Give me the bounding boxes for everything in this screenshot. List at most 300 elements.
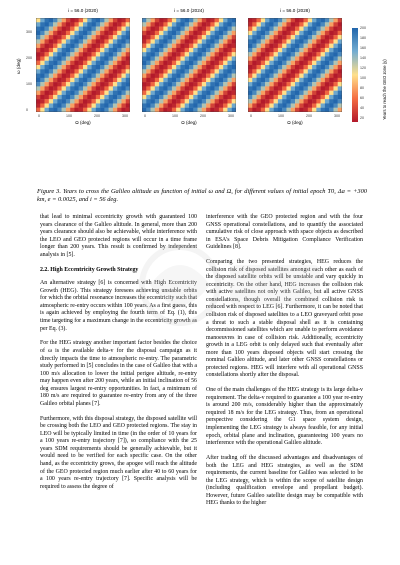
heatmap-cell: [146, 22, 150, 26]
heatmap-cell: [74, 52, 78, 56]
heatmap-cell: [92, 86, 96, 90]
heatmap-cell: [83, 65, 87, 69]
x-tick-label: 100: [278, 114, 284, 118]
heatmap-cell: [79, 103, 83, 107]
heatmap-cell: [338, 99, 342, 103]
heatmap-cell: [261, 78, 265, 82]
heatmap-cell: [338, 44, 342, 48]
heatmap-cell: [40, 44, 44, 48]
heatmap-cell: [325, 82, 329, 86]
heatmap-cell: [87, 48, 91, 52]
heatmap-cell: [70, 18, 74, 22]
heatmap-cell: [316, 74, 320, 78]
heatmap-cell: [79, 91, 83, 95]
heatmap-cell: [215, 61, 219, 65]
heatmap-cell: [206, 108, 210, 112]
heatmap-cell: [299, 69, 303, 73]
heatmap-cell: [210, 44, 214, 48]
heatmap-cell: [185, 103, 189, 107]
heatmap-cell: [329, 27, 333, 31]
heatmap-cell: [96, 22, 100, 26]
heatmap-cell: [36, 18, 40, 22]
heatmap-cell: [45, 52, 49, 56]
heatmap-cell: [308, 48, 312, 52]
paragraph: For the HEG strategy another important factor besides the choice of ω is the available delta-v for the disposal campaign as it directly impacts the time to atmospheric re-entry. The parametric study performed in [5] concludes in the case of Galileo that with a 100 m/s allocation to lower the initial perigee altitude, re-entry may happen even after 200 years, while an initial inclination of 56 deg ensures largest re-entry opportunities. In fact, a minimum of 180 m/s are required to guarantee re-entry from any of the three Galileo orbital planes [7].: [40, 340, 197, 407]
heatmap-cell: [126, 39, 130, 43]
heatmap-cell: [104, 82, 108, 86]
heatmap-cell: [232, 61, 236, 65]
heatmap-cell: [163, 78, 167, 82]
heatmap-cell: [206, 22, 210, 26]
heatmap-cell: [62, 27, 66, 31]
heatmap-cell: [304, 78, 308, 82]
heatmap-cell: [168, 108, 172, 112]
heatmap-cell: [163, 39, 167, 43]
heatmap-cell: [57, 108, 61, 112]
heatmap-cell: [329, 56, 333, 60]
heatmap-cell: [49, 39, 53, 43]
heatmap-cell: [49, 27, 53, 31]
heatmap-cell: [274, 74, 278, 78]
heatmap-cell: [172, 99, 176, 103]
heatmap-cell: [248, 103, 252, 107]
heatmap-cell: [83, 99, 87, 103]
heatmap-cell: [278, 48, 282, 52]
heatmap-cell: [87, 86, 91, 90]
heatmap-cell: [232, 56, 236, 60]
heatmap-cell: [104, 86, 108, 90]
heatmap-cell: [338, 82, 342, 86]
heatmap-cell: [265, 86, 269, 90]
heatmap-cell: [151, 99, 155, 103]
heatmap-cell: [146, 65, 150, 69]
heatmap-cell: [87, 82, 91, 86]
heatmap-cell: [40, 52, 44, 56]
heatmap-cell: [219, 78, 223, 82]
heatmap-cell: [295, 48, 299, 52]
heatmap-cell: [142, 95, 146, 99]
heatmap-cell: [274, 65, 278, 69]
heatmap-cell: [121, 48, 125, 52]
heatmap-cell: [74, 27, 78, 31]
heatmap-cell: [299, 103, 303, 107]
heatmap-cell: [227, 78, 231, 82]
heatmap-cell: [321, 39, 325, 43]
heatmap-cell: [74, 95, 78, 99]
heatmap-cell: [282, 48, 286, 52]
paragraph: that lead to minimal eccentricity growth with guaranteed 100 years clearance of the Galileo altitude. In general, more than 200 years clearance should also be achievable, while interference with the LEO and GEO protected regions will occur in a time frame longer than 200 years. This result is confirmed by independent analysis in [5].: [40, 214, 197, 258]
heatmap-cell: [295, 108, 299, 112]
heatmap-cell: [121, 69, 125, 73]
heatmap-cell: [57, 78, 61, 82]
heatmap-cell: [109, 99, 113, 103]
heatmap-cell: [45, 91, 49, 95]
heatmap-cell: [57, 103, 61, 107]
heatmap-cell: [210, 31, 214, 35]
heatmap-cell: [180, 61, 184, 65]
heatmap-cell: [62, 91, 66, 95]
heatmap-cell: [96, 86, 100, 90]
heatmap-cell: [198, 18, 202, 22]
heatmap-cell: [248, 39, 252, 43]
heatmap-cell: [109, 61, 113, 65]
heatmap-cell: [113, 99, 117, 103]
x-tick-label: 200: [306, 114, 312, 118]
x-tick-label: 300: [122, 114, 128, 118]
heatmap-cell: [92, 99, 96, 103]
heatmap-cell: [333, 108, 337, 112]
heatmap-cell: [57, 95, 61, 99]
heatmap-cell: [126, 82, 130, 86]
heatmap-cell: [232, 99, 236, 103]
heatmap-cell: [172, 22, 176, 26]
heatmap-cell: [193, 82, 197, 86]
heatmap-cell: [304, 22, 308, 26]
heatmap-cell: [117, 22, 121, 26]
heatmap-cell: [176, 86, 180, 90]
heatmap-cell: [189, 22, 193, 26]
heatmap-cell: [185, 91, 189, 95]
heatmap-cell: [291, 103, 295, 107]
heatmap-cell: [274, 18, 278, 22]
heatmap-cell: [100, 99, 104, 103]
y-tick-label: 0: [26, 108, 28, 112]
heatmap-cell: [176, 65, 180, 69]
heatmap-cell: [92, 103, 96, 107]
heatmap-cell: [45, 61, 49, 65]
heatmap-cell: [79, 31, 83, 35]
heatmap-cell: [219, 27, 223, 31]
heatmap-cell: [189, 27, 193, 31]
heatmap-cell: [252, 91, 256, 95]
heatmap-cell: [45, 44, 49, 48]
heatmap-cell: [155, 86, 159, 90]
heatmap-cell: [274, 48, 278, 52]
heatmap-cell: [146, 82, 150, 86]
heatmap-cell: [219, 35, 223, 39]
heatmap-cell: [53, 74, 57, 78]
heatmap-cell: [66, 27, 70, 31]
heatmap-cell: [185, 95, 189, 99]
heatmap-cell: [227, 22, 231, 26]
heatmap-cell: [117, 18, 121, 22]
heatmap-cell: [282, 35, 286, 39]
heatmap-cell: [79, 22, 83, 26]
heatmap-cell: [269, 52, 273, 56]
heatmap-cell: [248, 86, 252, 90]
colorbar-tick-label: 180: [360, 36, 366, 40]
heatmap-cell: [223, 22, 227, 26]
heatmap-cell: [338, 91, 342, 95]
heatmap-cell: [312, 69, 316, 73]
heatmap-cell: [206, 44, 210, 48]
heatmap-cell: [316, 39, 320, 43]
heatmap-cell: [278, 78, 282, 82]
heatmap-cell: [100, 31, 104, 35]
heatmap-cell: [219, 74, 223, 78]
heatmap-cell: [282, 44, 286, 48]
heatmap-cell: [210, 65, 214, 69]
heatmap-cell: [202, 48, 206, 52]
heatmap-cell: [83, 74, 87, 78]
heatmap-cell: [87, 95, 91, 99]
heatmap-cell: [215, 48, 219, 52]
heatmap-cell: [142, 44, 146, 48]
heatmap-cell: [274, 31, 278, 35]
heatmap-cell: [36, 65, 40, 69]
heatmap-cell: [321, 103, 325, 107]
heatmap-cell: [219, 48, 223, 52]
heatmap-cell: [180, 18, 184, 22]
heatmap-cell: [219, 82, 223, 86]
heatmap-cell: [49, 18, 53, 22]
heatmap-cell: [57, 31, 61, 35]
heatmap-cell: [321, 44, 325, 48]
heatmap-cell: [74, 82, 78, 86]
heatmap-cell: [227, 103, 231, 107]
heatmap-cell: [36, 22, 40, 26]
heatmap-cell: [312, 95, 316, 99]
heatmap-cell: [36, 82, 40, 86]
heatmap-cell: [215, 103, 219, 107]
heatmap-cell: [189, 69, 193, 73]
heatmap-cell: [291, 95, 295, 99]
heatmap-cell: [316, 35, 320, 39]
heatmap-cell: [53, 65, 57, 69]
heatmap-cell: [189, 31, 193, 35]
heatmap-cell: [121, 39, 125, 43]
colorbar-tick-label: 160: [360, 46, 366, 50]
heatmap-cell: [286, 52, 290, 56]
heatmap-cell: [87, 74, 91, 78]
heatmap-cell: [261, 31, 265, 35]
heatmap-cell: [291, 31, 295, 35]
heatmap-cell: [53, 31, 57, 35]
heatmap-cell: [308, 31, 312, 35]
heatmap-cell: [176, 48, 180, 52]
heatmap-cell: [269, 82, 273, 86]
heatmap-cell: [325, 22, 329, 26]
heatmap-cell: [126, 69, 130, 73]
heatmap-cell: [104, 22, 108, 26]
heatmap-cell: [223, 86, 227, 90]
heatmap-panel: [142, 18, 236, 112]
heatmap-cell: [210, 18, 214, 22]
heatmap-cell: [92, 56, 96, 60]
heatmap-cell: [159, 52, 163, 56]
heatmap-cell: [316, 95, 320, 99]
heatmap-cell: [295, 31, 299, 35]
heatmap-cell: [151, 61, 155, 65]
heatmap-cell: [252, 61, 256, 65]
heatmap-cell: [202, 27, 206, 31]
heatmap-cell: [40, 22, 44, 26]
heatmap-cell: [193, 65, 197, 69]
heatmap-cell: [278, 61, 282, 65]
heatmap-cell: [219, 44, 223, 48]
heatmap-cell: [70, 65, 74, 69]
heatmap-cell: [62, 108, 66, 112]
heatmap-cell: [274, 69, 278, 73]
heatmap-cell: [104, 78, 108, 82]
heatmap-cell: [198, 39, 202, 43]
heatmap-cell: [49, 74, 53, 78]
heatmap-cell: [142, 31, 146, 35]
heatmap-cell: [155, 95, 159, 99]
heatmap-cell: [189, 44, 193, 48]
heatmap-cell: [286, 22, 290, 26]
heatmap-cell: [172, 31, 176, 35]
heatmap-cell: [87, 91, 91, 95]
heatmap-cell: [215, 108, 219, 112]
heatmap-cell: [168, 39, 172, 43]
heatmap-cell: [282, 22, 286, 26]
heatmap-cell: [104, 108, 108, 112]
heatmap-cell: [316, 56, 320, 60]
heatmap-cell: [87, 39, 91, 43]
heatmap-cell: [252, 35, 256, 39]
heatmap-cell: [62, 74, 66, 78]
heatmap-cell: [295, 82, 299, 86]
heatmap-cell: [40, 31, 44, 35]
heatmap-cell: [163, 22, 167, 26]
heatmap-cell: [189, 35, 193, 39]
heatmap-cell: [257, 69, 261, 73]
heatmap-cell: [159, 69, 163, 73]
heatmap-cell: [79, 74, 83, 78]
heatmap-cell: [53, 18, 57, 22]
heatmap-cell: [316, 52, 320, 56]
heatmap-cell: [155, 65, 159, 69]
heatmap-cell: [252, 65, 256, 69]
heatmap-cell: [62, 82, 66, 86]
heatmap-cell: [291, 52, 295, 56]
colorbar-tick-label: 100: [360, 76, 366, 80]
heatmap-cell: [109, 78, 113, 82]
heatmap-cell: [163, 99, 167, 103]
heatmap-cell: [189, 91, 193, 95]
heatmap-cell: [168, 56, 172, 60]
heatmap-cell: [202, 95, 206, 99]
heatmap-cell: [286, 48, 290, 52]
heatmap-cell: [180, 31, 184, 35]
heatmap-cell: [299, 52, 303, 56]
heatmap-cell: [159, 91, 163, 95]
heatmap-cell: [168, 35, 172, 39]
heatmap-cell: [333, 52, 337, 56]
heatmap-cell: [121, 18, 125, 22]
heatmap-cell: [248, 18, 252, 22]
heatmap-cell: [113, 91, 117, 95]
heatmap-cell: [96, 99, 100, 103]
heatmap-cell: [185, 61, 189, 65]
heatmap-cell: [282, 99, 286, 103]
heatmap-cell: [87, 103, 91, 107]
heatmap-cell: [96, 56, 100, 60]
heatmap-cell: [74, 74, 78, 78]
heatmap-cell: [53, 35, 57, 39]
heatmap-cell: [248, 44, 252, 48]
heatmap-cell: [79, 78, 83, 82]
heatmap-cell: [210, 91, 214, 95]
heatmap-cell: [312, 61, 316, 65]
heatmap-cell: [49, 78, 53, 82]
heatmap-cell: [83, 86, 87, 90]
heatmap-cell: [189, 78, 193, 82]
heatmap-cell: [227, 35, 231, 39]
heatmap-cell: [321, 74, 325, 78]
heatmap-cell: [62, 56, 66, 60]
heatmap-cell: [189, 48, 193, 52]
heatmap-cell: [168, 69, 172, 73]
heatmap-cell: [308, 99, 312, 103]
x-tick-label: 300: [334, 114, 340, 118]
heatmap-cell: [219, 61, 223, 65]
heatmap-cell: [252, 74, 256, 78]
heatmap-cell: [261, 69, 265, 73]
heatmap-cell: [312, 44, 316, 48]
heatmap-cell: [325, 86, 329, 90]
heatmap-cell: [45, 82, 49, 86]
heatmap-cell: [185, 56, 189, 60]
heatmap-cell: [321, 52, 325, 56]
heatmap-cell: [227, 18, 231, 22]
heatmap-cell: [53, 95, 57, 99]
heatmap-cell: [126, 78, 130, 82]
heatmap-cell: [198, 91, 202, 95]
heatmap-cell: [338, 18, 342, 22]
heatmap-cell: [304, 74, 308, 78]
heatmap-cell: [261, 99, 265, 103]
heatmap-cell: [274, 61, 278, 65]
x-tick-label: 200: [94, 114, 100, 118]
heatmap-cell: [62, 44, 66, 48]
heatmap-cell: [232, 103, 236, 107]
heatmap-cell: [265, 35, 269, 39]
heatmap-cell: [126, 31, 130, 35]
heatmap-cell: [299, 99, 303, 103]
heatmap-cell: [163, 69, 167, 73]
heatmap-cell: [304, 39, 308, 43]
heatmap-cell: [104, 48, 108, 52]
heatmap-cell: [117, 95, 121, 99]
heatmap-cell: [329, 44, 333, 48]
heatmap-cell: [252, 99, 256, 103]
heatmap-cell: [92, 18, 96, 22]
heatmap-cell: [96, 52, 100, 56]
heatmap-cell: [274, 103, 278, 107]
heatmap-cell: [117, 78, 121, 82]
heatmap-cell: [113, 103, 117, 107]
heatmap-cell: [248, 35, 252, 39]
heatmap-cell: [198, 27, 202, 31]
heatmap-cell: [126, 35, 130, 39]
heatmap-cell: [155, 22, 159, 26]
heatmap-cell: [291, 91, 295, 95]
figure: [14, 8, 386, 188]
heatmap-cell: [206, 95, 210, 99]
heatmap-cell: [202, 65, 206, 69]
heatmap-cell: [49, 31, 53, 35]
heatmap-cell: [282, 65, 286, 69]
heatmap-cell: [155, 27, 159, 31]
heatmap-cell: [232, 74, 236, 78]
heatmap-cell: [79, 18, 83, 22]
heatmap-cell: [295, 56, 299, 60]
heatmap-cell: [142, 18, 146, 22]
heatmap-cell: [252, 18, 256, 22]
heatmap-cell: [36, 31, 40, 35]
